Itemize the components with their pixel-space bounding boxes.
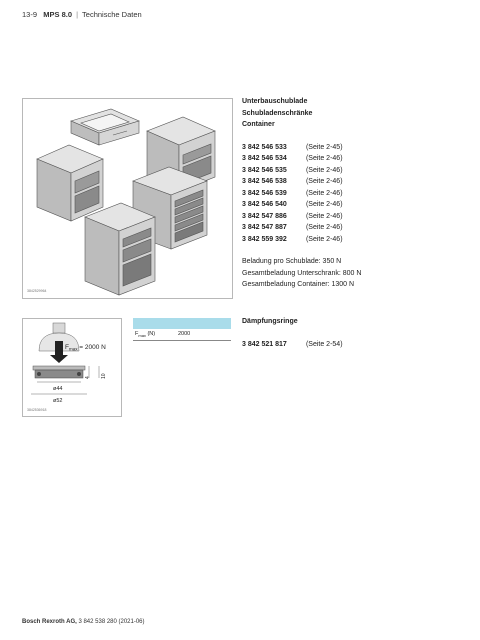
force-arrow-icon	[50, 355, 68, 363]
list-item	[242, 188, 361, 200]
figure-id: 3842529964	[27, 289, 47, 293]
force-value: = 2000 N	[77, 344, 106, 351]
dimension-height-2: 10	[101, 373, 107, 379]
list-item	[242, 199, 361, 211]
cabinet-large	[85, 203, 155, 295]
product-name: MPS 8.0	[43, 10, 73, 19]
table-key: F	[135, 331, 139, 337]
page-reference: (Seite 2-46)	[305, 178, 343, 185]
part-number: 3 842 546 540	[242, 201, 287, 208]
table-key-sub: max	[138, 333, 146, 339]
page-header	[22, 10, 142, 19]
block-damping-rings	[242, 316, 343, 350]
list-item	[242, 234, 361, 246]
part-number: 3 842 546 535	[242, 166, 287, 174]
cabinet-left	[37, 145, 103, 221]
table-key-unit: (N)	[145, 331, 156, 337]
figure-damping-ring	[22, 318, 122, 417]
list-item	[242, 142, 361, 154]
company-name: Bosch Rexroth AG,	[22, 619, 77, 625]
load-spec: Gesamtbeladung Container: 1300 N	[242, 281, 355, 288]
page-reference: (Seite 2-46)	[305, 166, 343, 174]
table-header-bar	[133, 318, 231, 329]
page-footer	[22, 619, 145, 625]
part-number: 3 842 546 539	[242, 189, 287, 197]
block-title-line-2: Schubladenschränke	[242, 109, 313, 117]
part-number: 3 842 547 887	[242, 224, 287, 231]
figure-drawer-cabinets	[22, 98, 233, 299]
page-number: 13-9	[22, 10, 38, 19]
block-drawer-cabinets	[242, 96, 361, 291]
section-name: Technische Daten	[82, 10, 142, 19]
damping-ring-drawing	[23, 319, 121, 416]
part-number: 3 842 546 538	[242, 178, 287, 185]
force-label: F	[65, 344, 69, 351]
page-reference: (Seite 2-46)	[305, 189, 343, 197]
figure-id: 3842536918	[27, 408, 47, 412]
dimension-outer: ø52	[53, 398, 63, 404]
list-item	[242, 165, 361, 177]
page-reference: (Seite 2-46)	[305, 155, 343, 162]
list-item	[242, 222, 361, 234]
list-item	[242, 211, 361, 223]
under-desk-drawer	[71, 109, 139, 145]
page-reference: (Seite 2-46)	[305, 212, 343, 220]
dimension-height-1: 4	[85, 376, 91, 379]
page-reference: (Seite 2-54)	[305, 340, 343, 348]
document-number: 3 842 538 280 (2021-06)	[78, 619, 145, 625]
block-title-line-1: Unterbauschublade	[242, 98, 308, 105]
dimension-inner: ø44	[53, 386, 63, 392]
block-title: Dämpfungsringe	[242, 318, 298, 325]
force-label-sub: max	[68, 346, 78, 352]
part-number: 3 842 547 886	[242, 212, 287, 220]
force-table	[133, 318, 231, 341]
page-reference: (Seite 2-46)	[305, 224, 343, 231]
page-reference: (Seite 2-45)	[305, 143, 343, 151]
list-item	[242, 339, 343, 351]
part-number: 3 842 521 817	[242, 340, 287, 348]
list-item	[242, 176, 361, 188]
load-spec: Gesamtbeladung Unterschrank: 800 N	[242, 269, 362, 277]
table-row	[133, 329, 231, 341]
block-title-line-3: Container	[242, 121, 275, 128]
load-spec: Beladung pro Schublade: 350 N	[242, 258, 342, 265]
part-number: 3 842 546 533	[242, 143, 287, 151]
cabinet-illustration	[23, 99, 232, 298]
header-separator: |	[76, 10, 79, 19]
part-number: 3 842 546 534	[242, 155, 287, 162]
part-number: 3 842 559 392	[242, 235, 287, 243]
table-value: 2000	[178, 331, 191, 337]
list-item	[242, 153, 361, 165]
page-reference: (Seite 2-46)	[305, 235, 343, 243]
page-reference: (Seite 2-46)	[305, 201, 343, 208]
